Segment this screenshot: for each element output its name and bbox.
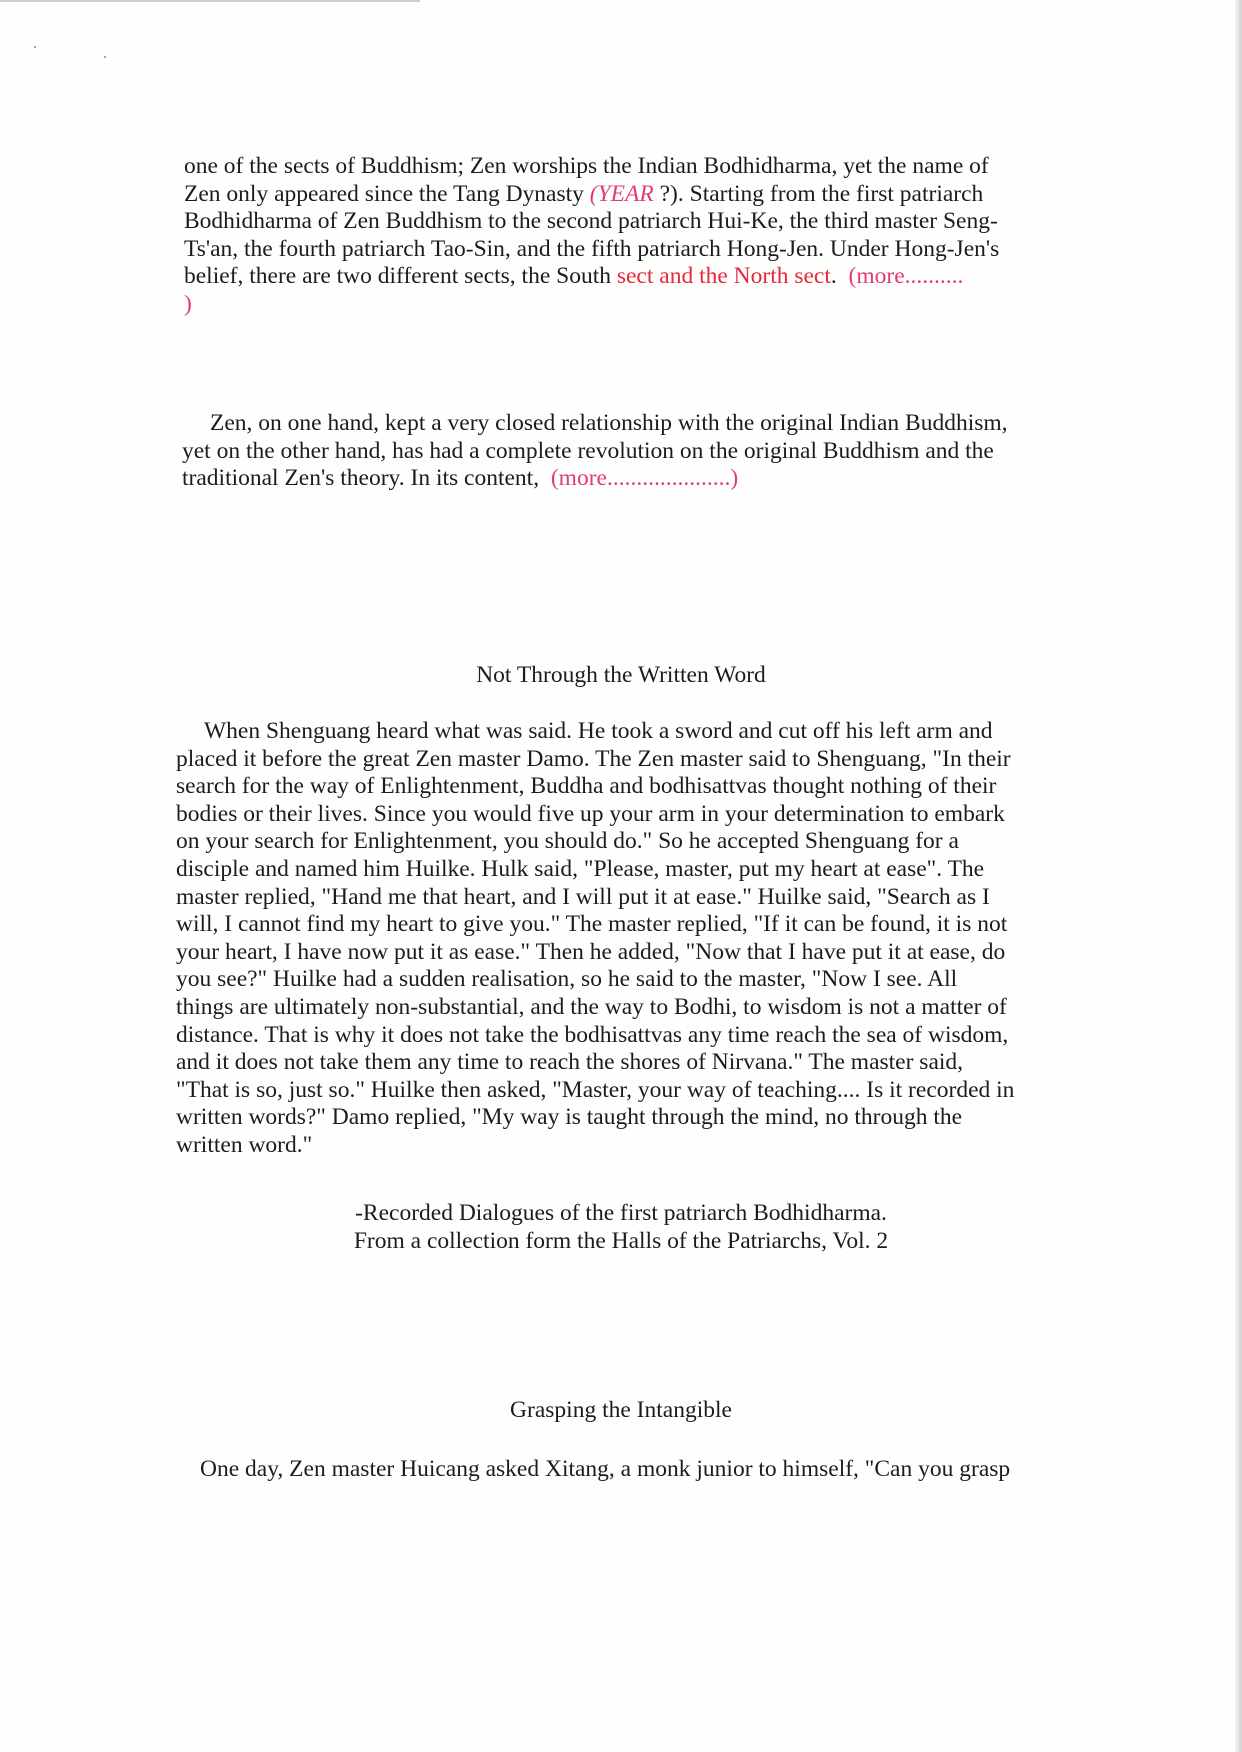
intro-paragraph xyxy=(184,153,1074,319)
story-line: written word." xyxy=(176,1131,313,1158)
story-line: you see?" Huilke had a sudden realisation, so he said to the master, "Now I see. All xyxy=(176,966,958,993)
more-link[interactable]: (more.......... xyxy=(848,263,964,290)
attribution xyxy=(0,1200,1242,1255)
story-line: your heart, I have now put it as ease." Then he added, "Now that I have put it at ease, do xyxy=(176,938,1006,965)
more-link-close[interactable]: ) xyxy=(184,290,192,317)
attribution-line: -Recorded Dialogues of the first patriarch Bodhidharma. xyxy=(355,1200,887,1226)
story-line: bodies or their lives. Since you would five up your arm in your determination to embark xyxy=(176,800,1005,827)
story-line: on your search for Enlightenment, you should do." So he accepted Shenguang for a xyxy=(176,828,959,855)
section-title: Grasping the Intangible xyxy=(510,1397,732,1423)
story-paragraph xyxy=(200,1456,1100,1484)
intro-line: Ts'an, the fourth patriarch Tao-Sin, and the fifth patriarch Hong-Jen. Under Hong-Jen's xyxy=(184,235,1000,262)
para2-line: yet on the other hand, has had a complete revolution on the original Buddhism and the xyxy=(182,437,994,464)
story-line: One day, Zen master Huicang asked Xitang, a monk junior to himself, "Can you grasp xyxy=(200,1456,1011,1482)
para2-line-text: traditional Zen's theory. In its content, xyxy=(182,465,540,492)
intro-line xyxy=(184,263,1074,291)
intro-period: . xyxy=(830,263,837,290)
story-paragraph xyxy=(176,718,1081,1160)
story-line: search for the way of Enlightenment, Buddha and bodhisattvas thought nothing of their xyxy=(176,773,997,800)
intro-line: Bodhidharma of Zen Buddhism to the second patriarch Hui-Ke, the third master Seng- xyxy=(184,208,998,235)
sect-highlight: sect and the North sect xyxy=(616,263,831,290)
story-line: will, I cannot find my heart to give you." The master replied, "If it can be found, it is not xyxy=(176,911,1008,938)
intro-line: one of the sects of Buddhism; Zen worships the Indian Bodhidharma, yet the name of xyxy=(184,153,989,179)
para2-line xyxy=(182,465,1072,493)
intro-line-text: Zen only appeared since the Tang Dynasty xyxy=(184,180,584,207)
intro-line-text: belief, there are two different sects, the South xyxy=(184,263,611,290)
year-note: (YEAR xyxy=(589,180,654,207)
story-line: placed it before the great Zen master Damo. The Zen master said to Shenguang, "In their xyxy=(176,745,1011,772)
attribution-line: From a collection form the Halls of the Patriarchs, Vol. 2 xyxy=(353,1227,889,1254)
second-paragraph xyxy=(182,410,1072,493)
scan-speck xyxy=(34,46,36,48)
story-line: things are ultimately non-substantial, and the way to Bodhi, to wisdom is not a matter of xyxy=(176,993,1007,1020)
more-link[interactable]: (more.....................) xyxy=(550,465,739,492)
section-title: Not Through the Written Word xyxy=(476,662,766,688)
intro-line xyxy=(184,181,1074,209)
story-line: and it does not take them any time to reach the shores of Nirvana." The master said, xyxy=(176,1049,964,1076)
scan-speck xyxy=(104,56,106,58)
story-line: "That is so, just so." Huilke then asked, "Master, your way of teaching.... Is it recorded in xyxy=(176,1076,1015,1103)
intro-line-text: ?). Starting from the first patriarch xyxy=(659,180,984,207)
scan-edge-top xyxy=(0,0,420,2)
para2-line: Zen, on one hand, kept a very closed relationship with the original Indian Buddhism, xyxy=(210,410,1008,436)
story-line: written words?" Damo replied, "My way is taught through the mind, no through the xyxy=(176,1104,963,1131)
story-line: When Shenguang heard what was said. He took a sword and cut off his left arm and xyxy=(204,718,993,744)
story-line: disciple and named him Huilke. Hulk said, "Please, master, put my heart at ease". The xyxy=(176,855,985,882)
scan-edge-right xyxy=(1235,0,1242,1752)
story-line: master replied, "Hand me that heart, and I will put it at ease." Huilke said, "Search as I xyxy=(176,883,990,910)
story-line: distance. That is why it does not take the bodhisattvas any time reach the sea of wisdom, xyxy=(176,1021,1009,1048)
